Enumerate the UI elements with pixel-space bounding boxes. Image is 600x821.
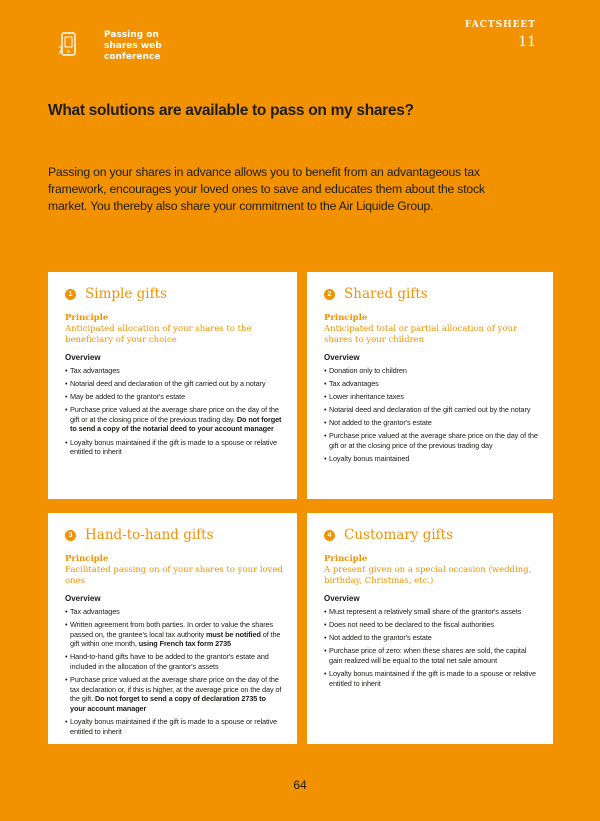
principle-label: Principle	[65, 554, 109, 564]
factsheet-marker	[465, 20, 536, 50]
card-number-badge: 3	[65, 530, 76, 541]
list-item-text: Purchase price valued at the average share price on the day of the tax declaration or, if this is higher, at the average price on the day of the gift.	[70, 675, 282, 704]
list-item-text: Purchase price valued at the average share price on the day of the gift or at the closing price of the previous trading day.	[70, 405, 279, 424]
list-item: • Loyalty bonus maintained	[324, 454, 539, 464]
list-item: • Not added to the grantor's estate	[324, 633, 539, 643]
principle-label: Principle	[65, 313, 109, 323]
principle-text: Facilitated passing on of your shares to your loved ones	[65, 565, 283, 586]
overview-list	[65, 366, 283, 457]
card-number-badge: 1	[65, 289, 76, 300]
smartphone-icon	[57, 32, 81, 58]
principle-text: A present given on a special occasion (wedding, birthday, Christmas, etc.)	[324, 565, 532, 586]
factsheet-number: 11	[518, 34, 536, 50]
principle-text: Anticipated allocation of your shares to the beneficiary of your choice	[65, 324, 252, 345]
section-title	[104, 30, 194, 63]
list-item: • Does not need to be declared to the fiscal authorities	[324, 620, 539, 630]
card-title: Hand-to-hand gifts	[85, 527, 214, 543]
card-customary-gifts	[307, 513, 553, 744]
overview-list	[324, 607, 539, 688]
list-item: • Purchase price of zero: when these shares are sold, the capital gain realized will be equal to the total net sale amount	[324, 646, 539, 665]
card-shared-gifts	[307, 272, 553, 499]
list-item-text: Written agreement from both parties. In order to value the shares passed on, the grantee's local tax authority	[70, 620, 274, 639]
factsheet-label: FACTSHEET	[464, 20, 536, 30]
page-header	[0, 0, 600, 100]
overview-list	[324, 366, 539, 464]
list-item: • Loyalty bonus maintained if the gift is made to a spouse or relative entitled to inherit	[324, 669, 539, 688]
list-item: • Loyalty bonus maintained if the gift is made to a spouse or relative entitled to inherit	[65, 717, 283, 736]
list-item	[65, 405, 283, 434]
list-item: • Donation only to children	[324, 366, 539, 376]
list-item-emphasis: Do not forget to send a copy of the notarial deed to your account manager	[70, 414, 282, 434]
overview-label: Overview	[324, 594, 360, 603]
card-title: Customary gifts	[344, 527, 454, 543]
list-item	[65, 675, 283, 713]
list-item-emphasis: must be notified	[206, 629, 261, 639]
list-item: • Not added to the grantor's estate	[324, 418, 539, 428]
list-item: • May be added to the grantor's estate	[65, 392, 283, 402]
intro-paragraph: Passing on your shares in advance allows you to benefit from an advantageous tax framework, encourages your loved ones to save and educates them about the stock market. You thereby also share your commitment to the Air Liquide Group.	[48, 165, 485, 214]
card-title: Shared gifts	[344, 286, 428, 302]
list-item-text: of the gift within one month,	[70, 629, 281, 649]
list-item: • Tax advantages	[324, 379, 539, 389]
overview-label: Overview	[324, 353, 360, 362]
overview-list	[65, 607, 283, 736]
card-number-badge: 2	[324, 289, 335, 300]
list-item: • Notarial deed and declaration of the gift carried out by a notary	[65, 379, 283, 389]
list-item: • Loyalty bonus maintained if the gift is made to a spouse or relative entitled to inherit	[65, 438, 283, 457]
overview-label: Overview	[65, 594, 101, 603]
list-item-emphasis: using French tax form 2735	[138, 639, 231, 649]
page-title: What solutions are available to pass on my shares?	[48, 102, 414, 119]
section-title-line: Passing on	[104, 30, 159, 40]
principle-label: Principle	[324, 313, 368, 323]
card-title: Simple gifts	[85, 286, 167, 302]
principle-label: Principle	[324, 554, 368, 564]
overview-label: Overview	[65, 353, 101, 362]
list-item: • Purchase price valued at the average share price on the day of the gift or at the closing price of the previous trading day	[324, 431, 539, 450]
list-item: • Hand-to-hand gifts have to be added to the grantor's estate and included in the allocation of the grantor's assets	[65, 652, 283, 671]
list-item: • Lower inheritance taxes	[324, 392, 539, 402]
list-item: • Notarial deed and declaration of the gift carried out by the notary	[324, 405, 539, 415]
principle-text: Anticipated total or partial allocation of your shares to your children	[324, 324, 518, 345]
page-number: 64	[293, 778, 307, 792]
list-item-emphasis: Do not forget to send a copy of declaration 2735 to your account manager	[70, 694, 266, 713]
section-title-line: shares web	[104, 41, 162, 51]
section-title-line: conference	[104, 52, 161, 62]
list-item	[65, 620, 283, 649]
card-hand-to-hand-gifts	[48, 513, 297, 744]
card-simple-gifts	[48, 272, 297, 499]
list-item: • Tax advantages	[65, 607, 283, 617]
card-number-badge: 4	[324, 530, 335, 541]
list-item: • Tax advantages	[65, 366, 283, 376]
list-item: • Must represent a relatively small share of the grantor's assets	[324, 607, 539, 617]
